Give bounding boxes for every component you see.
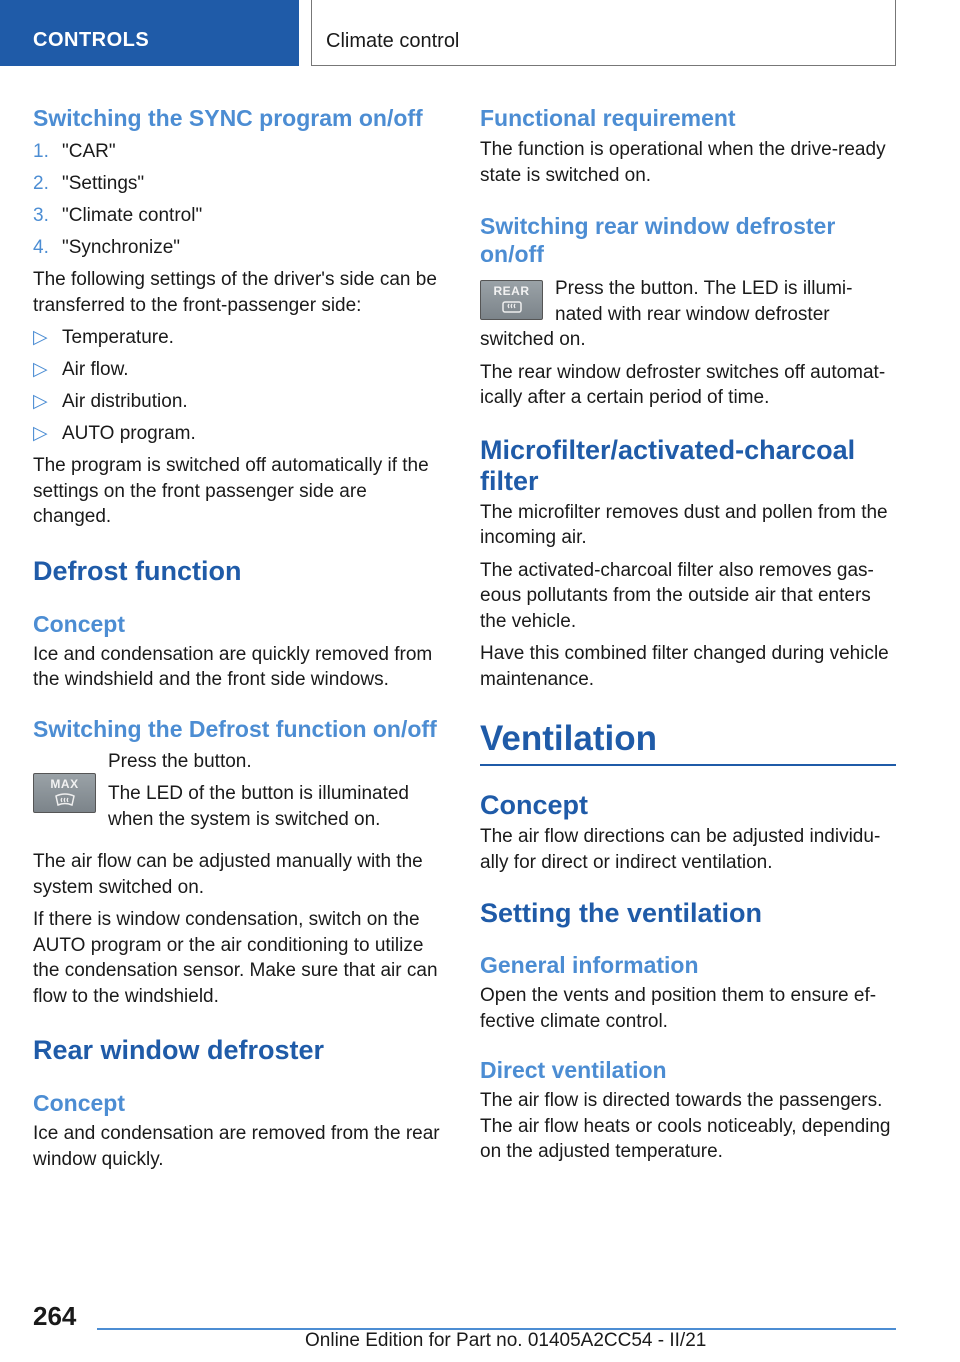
right-column xyxy=(480,100,896,1165)
list-item xyxy=(33,421,443,447)
max-label: MAX xyxy=(50,776,79,791)
rear-heading: Rear window defroster xyxy=(33,1035,325,1065)
defrost-concept-text: Ice and condensation are quickly removed from the windshield and the front side windows. xyxy=(33,643,433,690)
section-label: CONTROLS xyxy=(33,29,150,51)
vent-concept-text: The air flow directions can be adjusted individu‐ally for direct or indirect ventilation. xyxy=(480,826,881,873)
vent-setting-heading: Setting the ventilation xyxy=(480,898,763,928)
bullet-icon: ▷ xyxy=(33,327,48,348)
step-text: "Settings" xyxy=(62,173,145,194)
item-text: Air flow. xyxy=(62,359,129,380)
section-tab xyxy=(0,0,299,66)
page-number: 264 xyxy=(33,1301,77,1331)
item-text: Temperature. xyxy=(62,327,174,348)
rear-press: Press the button. The LED is illumi‐nated with rear window defroster switched on. xyxy=(480,278,853,350)
filter-text-3: Have this combined filter changed during vehicle maintenance. xyxy=(480,643,889,690)
general-text: Open the vents and position them to ensure ef‐fective climate control. xyxy=(480,985,877,1032)
rear-label: REAR xyxy=(493,284,530,298)
edition-footer: Online Edition for Part no. 01405A2CC54 - II/21 xyxy=(305,1330,707,1351)
sync-intro: The following settings of the driver's side can be transferred to the front-passenger side: xyxy=(33,269,437,316)
step-number: 1. xyxy=(33,141,49,162)
step-text: "CAR" xyxy=(62,141,116,162)
step-text: "Climate control" xyxy=(62,205,203,226)
list-item xyxy=(33,139,443,165)
sync-note: The program is switched off automatically if the settings on the front passenger side are changed. xyxy=(33,455,429,527)
rear-concept-text: Ice and condensation are removed from the rear window quickly. xyxy=(33,1123,440,1170)
direct-heading: Direct ventilation xyxy=(480,1057,667,1083)
chapter-tab xyxy=(311,0,896,66)
rear-button-block xyxy=(480,276,896,353)
rear-defrost-button-icon xyxy=(480,280,543,320)
chapter-label: Climate control xyxy=(326,30,460,52)
defrost-press: Press the button. xyxy=(108,750,252,772)
rear-switch-heading: Switching rear window defroster on/off xyxy=(480,213,836,267)
sync-heading: Switching the SYNC program on/off xyxy=(33,105,423,131)
direct-text: The air flow is directed towards the passengers. The air flow heats or cools noticeably, depending on the adjusted temperature. xyxy=(480,1090,891,1162)
defrost-airflow: The air flow can be adjusted manually with the system switched on. xyxy=(33,851,423,898)
vent-heading: Ventilation xyxy=(480,719,657,758)
rear-concept-heading: Concept xyxy=(33,1090,125,1116)
list-item xyxy=(33,357,443,383)
step-number: 4. xyxy=(33,237,49,258)
filter-text-1: The microfilter removes dust and pollen from the incoming air. xyxy=(480,501,888,548)
vent-concept-heading: Concept xyxy=(480,790,588,820)
step-number: 2. xyxy=(33,173,49,194)
func-text: The function is operational when the drive-ready state is switched on. xyxy=(480,139,886,186)
list-item xyxy=(33,235,443,261)
sync-steps xyxy=(33,139,443,261)
left-column xyxy=(33,100,443,1172)
item-text: AUTO program. xyxy=(62,423,196,444)
ventilation-rule xyxy=(480,718,896,766)
filter-text-2: The activated-charcoal filter also removes gas‐eous pollutants from the outside air that enters the vehicle. xyxy=(480,559,874,632)
step-text: "Synchronize" xyxy=(62,237,181,258)
item-text: Air distribution. xyxy=(62,391,188,412)
defrost-heading: Defrost function xyxy=(33,555,242,586)
sync-items xyxy=(33,325,443,447)
step-number: 3. xyxy=(33,205,49,226)
bullet-icon: ▷ xyxy=(33,423,48,444)
defrost-concept-heading: Concept xyxy=(33,610,125,637)
windshield-defrost-icon xyxy=(55,793,75,807)
general-heading: General information xyxy=(480,952,699,978)
list-item xyxy=(33,325,443,351)
defrost-led: The LED of the button is illuminated when the system is switched on. xyxy=(108,783,410,830)
filter-heading: Microfilter/activated-charcoal filter xyxy=(480,434,856,496)
max-defrost-icon xyxy=(33,773,96,813)
bullet-icon: ▷ xyxy=(33,391,48,412)
list-item xyxy=(33,203,443,229)
rear-auto-off: The rear window defroster switches off automat‐ically after a certain period of time. xyxy=(480,361,886,408)
defrost-switch-heading: Switching the Defrost function on/off xyxy=(33,715,437,742)
list-item xyxy=(33,389,443,415)
defrost-button-block xyxy=(33,749,443,833)
rear-window-defrost-icon xyxy=(502,300,522,314)
defrost-condensation: If there is window condensation, switch on the AUTO program or the air conditioning to utilize the condensation sensor. Make sure that air can flow to the windshield. xyxy=(33,909,438,1007)
list-item xyxy=(33,171,443,197)
bullet-icon: ▷ xyxy=(33,359,48,380)
func-heading: Functional requirement xyxy=(480,105,736,131)
